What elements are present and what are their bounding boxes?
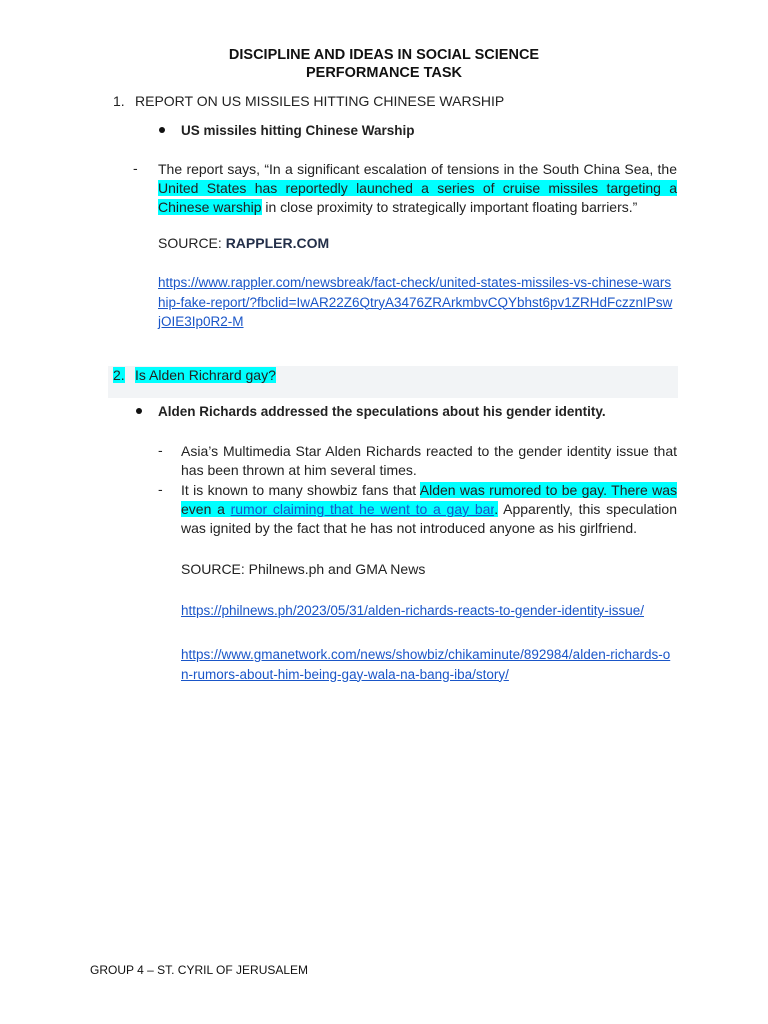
bullet-dot-icon [159, 127, 165, 133]
item-1-heading: REPORT ON US MISSILES HITTING CHINESE WARSHIP [135, 93, 505, 109]
item-2-dash-1: Asia’s Multimedia Star Alden Richards reacted to the gender identity issue that has been thrown at him several times. [181, 443, 677, 478]
item-2-dash-2: It is known to many showbiz fans that Alden was rumored to be gay. There was even a rumor claiming that he went to a gay bar. Apparently, this speculation was ignited by the fact that he has not introduced anyone as his girlfriend. [181, 482, 677, 536]
item-1-source: SOURCE: RAPPLER.COM [158, 235, 330, 251]
dash-marker: - [133, 160, 138, 176]
item-1-bullet: US missiles hitting Chinese Warship [181, 123, 415, 138]
bullet-dot-icon [136, 408, 142, 414]
document-title: DISCIPLINE AND IDEAS IN SOCIAL SCIENCE [228, 47, 540, 63]
rappler-link[interactable]: https://www.rappler.com/newsbreak/fact-check/united-states-missiles-vs-chinese-warship-fake-report/?fbclid=IwAR22Z6QtryA3476ZRArkmbvCQYbhst6pv1ZRHdFczznIPswjOIE3Ip0R2-M [158, 275, 673, 329]
item-1-number: 1. [113, 93, 125, 109]
dash-marker: - [158, 442, 163, 458]
item-2-heading: Is Alden Richrard gay? [135, 367, 276, 383]
page-footer: GROUP 4 – ST. CYRIL OF JERUSALEM [90, 963, 309, 977]
item-2-number: 2. [113, 367, 125, 383]
dash-marker: - [158, 481, 163, 497]
highlighted-text: United States has reportedly launched a series of cruise missiles targeting a Chinese warship [158, 180, 677, 215]
item-1-report-paragraph: The report says, “In a significant escalation of tensions in the South China Sea, the United States has reportedly launched a series of cruise missiles targeting a Chinese warship in close proximity to strategically important floating barriers.” [158, 161, 677, 215]
gay-bar-rumor-link[interactable]: rumor claiming that he went to a gay bar [230, 501, 495, 517]
item-2-source: SOURCE: Philnews.ph and GMA News [181, 561, 426, 577]
philnews-link[interactable]: https://philnews.ph/2023/05/31/alden-richards-reacts-to-gender-identity-issue/ [181, 603, 645, 618]
item-2-bullet: Alden Richards addressed the speculations about his gender identity. [158, 404, 606, 419]
gma-news-link[interactable]: https://www.gmanetwork.com/news/showbiz/chikaminute/892984/alden-richards-on-rumors-about-him-being-gay-wala-na-bang-iba/story/ [181, 647, 671, 682]
document-subtitle: PERFORMANCE TASK [305, 65, 462, 81]
